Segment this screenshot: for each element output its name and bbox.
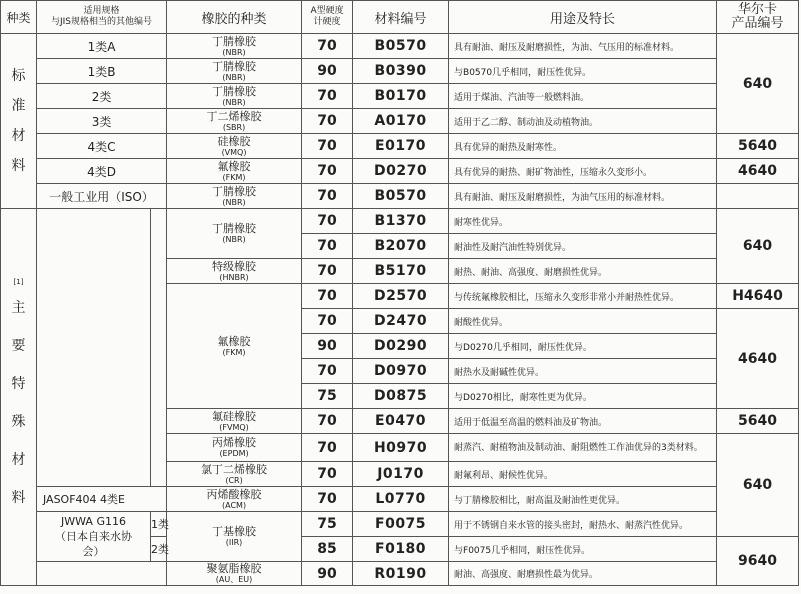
rubber-cell-acm bbox=[167, 487, 302, 512]
use-cell: 耐热水及耐碱性优异。 bbox=[449, 359, 717, 384]
product-code-cell: 4640 bbox=[717, 159, 799, 184]
standard-empty bbox=[37, 562, 167, 586]
header-product-line1: 华尔卡 bbox=[738, 2, 778, 17]
hardness-cell: 70 bbox=[302, 462, 353, 487]
hardness-cell: 85 bbox=[302, 537, 353, 562]
header-row bbox=[1, 1, 799, 34]
hardness-cell: 70 bbox=[302, 259, 353, 284]
rubber-cell-cr bbox=[167, 462, 302, 487]
rubber-cell-au bbox=[167, 562, 302, 586]
material-code-cell: D0270 bbox=[353, 159, 449, 184]
standard-cell: 4类D bbox=[37, 159, 167, 184]
material-code-cell: E0470 bbox=[353, 409, 449, 434]
rubber-code: (CR) bbox=[225, 475, 243, 485]
rubber-cell bbox=[167, 34, 302, 59]
hardness-cell: 70 bbox=[302, 487, 353, 512]
hardness-cell: 70 bbox=[302, 159, 353, 184]
table-row bbox=[1, 209, 799, 234]
rubber-name: 丁腈橡胶 bbox=[212, 184, 257, 198]
use-cell: 耐油性及耐汽油性特别优异。 bbox=[449, 234, 717, 259]
standard-cell: 1类A bbox=[37, 34, 167, 59]
use-cell: 耐热、耐油、高强度、耐磨损性优异。 bbox=[449, 259, 717, 284]
category-special-label: 主要特殊材料 bbox=[11, 299, 26, 506]
product-code-cell: 4640 bbox=[717, 309, 799, 409]
header-material-code: 材料编号 bbox=[353, 1, 449, 34]
rubber-code: (FKM) bbox=[222, 347, 246, 357]
material-code-cell: D0970 bbox=[353, 359, 449, 384]
hardness-cell: 70 bbox=[302, 409, 353, 434]
material-code-cell: D0875 bbox=[353, 384, 449, 409]
material-code-cell: D2570 bbox=[353, 284, 449, 309]
table-row bbox=[1, 512, 799, 537]
rubber-cell bbox=[167, 109, 302, 134]
special-note: [1] bbox=[13, 277, 24, 286]
category-standard bbox=[1, 34, 37, 209]
table-row bbox=[1, 84, 799, 109]
material-code-cell: B0570 bbox=[353, 184, 449, 209]
rubber-code: (ACM) bbox=[222, 500, 247, 510]
rubber-cell-fvmq bbox=[167, 409, 302, 434]
rubber-name: 氟橡胶 bbox=[217, 334, 251, 348]
rubber-cell bbox=[167, 84, 302, 109]
use-cell: 耐酸性优异。 bbox=[449, 309, 717, 334]
standard-empty-narrow bbox=[151, 209, 167, 487]
product-code-cell: 640 bbox=[717, 34, 799, 134]
rubber-name: 氯丁二烯橡胶 bbox=[201, 462, 268, 476]
standard-cell: 一般工业用（ISO） bbox=[37, 184, 167, 209]
rubber-code: (IIR) bbox=[225, 538, 243, 547]
hardness-cell: 75 bbox=[302, 512, 353, 537]
rubber-code: (NBR) bbox=[222, 197, 246, 207]
use-cell: 耐蒸汽、耐植物油及制动油、耐阻燃性工作油优异的3类材料。 bbox=[449, 434, 717, 462]
material-code-cell: J0170 bbox=[353, 462, 449, 487]
standard-cell: 4类C bbox=[37, 134, 167, 159]
rubber-name: 丙烯橡胶 bbox=[212, 436, 257, 449]
hardness-cell: 75 bbox=[302, 384, 353, 409]
rubber-name: 氟硅橡胶 bbox=[212, 409, 257, 423]
use-cell: 耐寒性优异。 bbox=[449, 209, 717, 234]
header-hardness bbox=[302, 1, 353, 34]
use-cell: 具有优异的耐热及耐寒性。 bbox=[449, 134, 717, 159]
standard-cell-jwwa bbox=[37, 512, 151, 562]
standard-class-cell: 1类 bbox=[151, 512, 167, 537]
use-cell: 与F0075几乎相同，耐压性优异。 bbox=[449, 537, 717, 562]
use-cell: 与D0270相比，耐寒性更为优异。 bbox=[449, 384, 717, 409]
product-code-cell: 9640 bbox=[717, 537, 799, 586]
rubber-code: (NBR) bbox=[222, 97, 246, 107]
rubber-code: (SBR) bbox=[222, 122, 246, 132]
material-code-cell: B5170 bbox=[353, 259, 449, 284]
table-row bbox=[1, 59, 799, 84]
product-code-empty bbox=[717, 184, 799, 209]
header-hardness-line2: 计硬度 bbox=[313, 17, 341, 27]
use-cell: 耐油、高强度、耐磨损性最为优异。 bbox=[449, 562, 717, 586]
header-standard-line2: 与JIS规格相当的其他编号 bbox=[51, 17, 153, 27]
rubber-code: (FKM) bbox=[222, 172, 246, 182]
rubber-code: (HNBR) bbox=[219, 272, 249, 282]
rubber-name: 特级橡胶 bbox=[212, 259, 257, 273]
hardness-cell: 70 bbox=[302, 209, 353, 234]
hardness-cell: 70 bbox=[302, 184, 353, 209]
header-hardness-line1: A型硬度 bbox=[310, 6, 344, 16]
hardness-cell: 70 bbox=[302, 134, 353, 159]
use-cell: 与传统氟橡胶相比，压缩永久变形非常小并耐热性优异。 bbox=[449, 284, 717, 309]
rubber-name: 丙烯酸橡胶 bbox=[206, 487, 262, 501]
rubber-name: 丁基橡胶 bbox=[212, 525, 257, 538]
standard-cell: JASOF404 4类E bbox=[37, 487, 167, 512]
rubber-code: (AU、EU) bbox=[215, 575, 253, 584]
use-cell: 与丁腈橡胶相比，耐高温及耐油性更优异。 bbox=[449, 487, 717, 512]
material-code-cell: F0075 bbox=[353, 512, 449, 537]
rubber-cell bbox=[167, 134, 302, 159]
hardness-cell: 70 bbox=[302, 84, 353, 109]
rubber-name: 丁腈橡胶 bbox=[212, 222, 257, 235]
use-cell: 与D0270几乎相同，耐压性优异。 bbox=[449, 334, 717, 359]
rubber-cell bbox=[167, 59, 302, 84]
header-product-line2: 产品编号 bbox=[731, 16, 784, 31]
table-row bbox=[1, 134, 799, 159]
rubber-cell bbox=[167, 184, 302, 209]
table-row bbox=[1, 159, 799, 184]
standard-cell: 1类B bbox=[37, 59, 167, 84]
category-special bbox=[1, 209, 37, 586]
use-cell: 具有优异的耐热、耐矿物油性，压缩永久变形小。 bbox=[449, 159, 717, 184]
rubber-code: (NBR) bbox=[222, 72, 246, 82]
jwwa-label: JWWA G116（日本自来水协会） bbox=[55, 515, 132, 558]
hardness-cell: 70 bbox=[302, 284, 353, 309]
material-code-cell: B1370 bbox=[353, 209, 449, 234]
product-code-cell: 5640 bbox=[717, 134, 799, 159]
table-row bbox=[1, 487, 799, 512]
table-row bbox=[1, 562, 799, 586]
table-row bbox=[1, 34, 799, 59]
standard-class-cell: 2类 bbox=[151, 537, 167, 562]
use-cell: 适用于煤油、汽油等一般燃料油。 bbox=[449, 84, 717, 109]
material-code-cell: D0290 bbox=[353, 334, 449, 359]
header-rubber-type: 橡胶的种类 bbox=[167, 1, 302, 34]
material-code-cell: F0180 bbox=[353, 537, 449, 562]
rubber-cell-iir bbox=[167, 512, 302, 562]
product-code-cell: 5640 bbox=[717, 409, 799, 434]
header-category: 种类 bbox=[1, 1, 37, 34]
standard-empty bbox=[37, 209, 151, 487]
rubber-name: 丁腈橡胶 bbox=[212, 84, 257, 98]
use-cell: 具有耐油、耐压及耐磨损性，为油气压用的标准材料。 bbox=[449, 184, 717, 209]
rubber-code: (VMQ) bbox=[221, 147, 247, 157]
material-code-cell: D2470 bbox=[353, 309, 449, 334]
rubber-name: 丁二烯橡胶 bbox=[206, 109, 262, 123]
use-cell: 适用于乙二醇、制动油及动植物油。 bbox=[449, 109, 717, 134]
material-code-cell: L0770 bbox=[353, 487, 449, 512]
hardness-cell: 70 bbox=[302, 309, 353, 334]
use-cell: 具有耐油、耐压及耐磨损性，为油、气压用的标准材料。 bbox=[449, 34, 717, 59]
hardness-cell: 70 bbox=[302, 234, 353, 259]
material-code-cell: B0170 bbox=[353, 84, 449, 109]
header-product bbox=[717, 1, 799, 34]
use-cell: 耐氟利昂、耐候性优异。 bbox=[449, 462, 717, 487]
hardness-cell: 70 bbox=[302, 359, 353, 384]
rubber-code: (NBR) bbox=[222, 235, 246, 244]
header-standard-line1: 适用规格 bbox=[83, 6, 120, 16]
rubber-cell-fkm bbox=[167, 284, 302, 409]
hardness-cell: 90 bbox=[302, 334, 353, 359]
material-code-cell: B2070 bbox=[353, 234, 449, 259]
material-code-cell: E0170 bbox=[353, 134, 449, 159]
product-code-cell: 640 bbox=[717, 209, 799, 284]
material-code-cell: B0570 bbox=[353, 34, 449, 59]
product-code-cell: 640 bbox=[717, 434, 799, 537]
rubber-cell-nbr bbox=[167, 209, 302, 259]
rubber-code: (NBR) bbox=[222, 47, 246, 57]
hardness-cell: 90 bbox=[302, 59, 353, 84]
rubber-name: 硅橡胶 bbox=[217, 134, 251, 148]
rubber-name: 丁腈橡胶 bbox=[212, 34, 257, 48]
product-code-cell: H4640 bbox=[717, 284, 799, 309]
rubber-cell bbox=[167, 159, 302, 184]
rubber-code: (FVMQ) bbox=[219, 422, 249, 432]
rubber-name: 聚氨脂橡胶 bbox=[206, 562, 262, 575]
material-code-cell: H0970 bbox=[353, 434, 449, 462]
rubber-cell-hnbr bbox=[167, 259, 302, 284]
use-cell: 适用于低温至高温的燃料油及矿物油。 bbox=[449, 409, 717, 434]
hardness-cell: 70 bbox=[302, 109, 353, 134]
material-code-cell: R0190 bbox=[353, 562, 449, 586]
material-code-cell: A0170 bbox=[353, 109, 449, 134]
standard-cell: 3类 bbox=[37, 109, 167, 134]
use-cell: 与B0570几乎相同，耐压性优异。 bbox=[449, 59, 717, 84]
material-code-cell: B0390 bbox=[353, 59, 449, 84]
category-standard-label: 标准材料 bbox=[11, 68, 26, 174]
standard-cell: 2类 bbox=[37, 84, 167, 109]
header-use: 用途及特长 bbox=[449, 1, 717, 34]
table-row bbox=[1, 184, 799, 209]
use-cell: 用于不锈钢自来水管的接头密封，耐热水、耐蒸汽性优异。 bbox=[449, 512, 717, 537]
rubber-name: 氟橡胶 bbox=[217, 159, 251, 173]
hardness-cell: 70 bbox=[302, 434, 353, 462]
rubber-cell-epdm bbox=[167, 434, 302, 462]
rubber-code: (EPDM) bbox=[219, 449, 249, 458]
hardness-cell: 90 bbox=[302, 562, 353, 586]
table-row bbox=[1, 109, 799, 134]
rubber-name: 丁腈橡胶 bbox=[212, 59, 257, 73]
hardness-cell: 70 bbox=[302, 34, 353, 59]
header-standard bbox=[37, 1, 167, 34]
